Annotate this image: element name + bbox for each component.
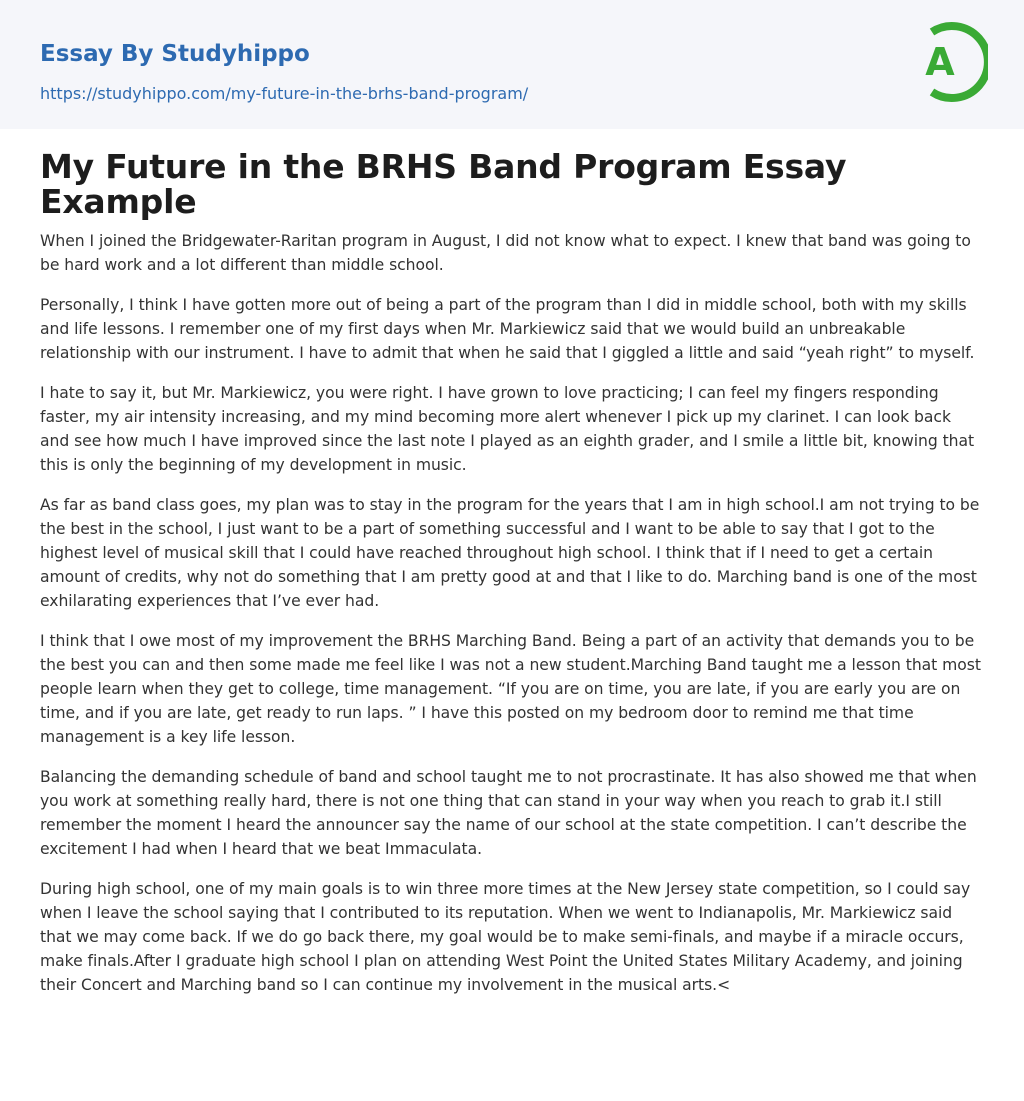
essay-url-link[interactable]: https://studyhippo.com/my-future-in-the-brhs-band-program/ xyxy=(40,84,529,103)
essay-paragraph: I hate to say it, but Mr. Markiewicz, you were right. I have grown to love practicing; I can feel my fingers responding faster, my air intensity increasing, and my mind becoming more alert whenever I pick up my clarinet. I can look back and see how much I have improved since the last note I played as an eighth grader, and I smile a little bit, knowing that this is only the beginning of my development in music. xyxy=(40,384,975,474)
article xyxy=(0,129,1024,997)
site-header xyxy=(0,0,1024,129)
essay-paragraph: During high school, one of my main goals is to win three more times at the New Jersey state competition, so I could say when I leave the school saying that I contributed to its reputation. When we went to Indianapolis, Mr. Markiewicz said that we may come back. If we do go back there, my goal would be to make semi-finals, and maybe if a miracle occurs, make finals.After I graduate high school I plan on attending West Point the United States Military Academy, and joining their Concert and Marching band so I can continue my involvement in the musical arts.< xyxy=(40,880,971,994)
site-brand[interactable]: Essay By Studyhippo xyxy=(40,41,310,67)
essay-paragraph: When I joined the Bridgewater-Raritan program in August, I did not know what to expect. I knew that band was going to be hard work and a lot different than middle school. xyxy=(40,232,971,274)
essay-paragraph: I think that I owe most of my improvement the BRHS Marching Band. Being a part of an activity that demands you to be the best you can and then some made me feel like I was not a new student.Marching Band taught me a lesson that most people learn when they get to college, time management. “If you are on time, you are late, if you are early you are on time, and if you are late, get ready to run laps. ” I have this posted on my bedroom door to remind me that time management is a key life lesson. xyxy=(40,632,981,746)
page-title: My Future in the BRHS Band Program Essay Example xyxy=(40,147,847,221)
essay-paragraph: As far as band class goes, my plan was to stay in the program for the years that I am in high school.I am not trying to be the best in the school, I just want to be a part of something successful and I want to be able to say that I got to the highest level of musical skill that I could have reached throughout high school. I think that if I need to get a certain amount of credits, why not do something that I am pretty good at and that I like to do. Marching band is one of the most exhilarating experiences that I’ve ever had. xyxy=(40,496,980,610)
essay-paragraph: Personally, I think I have gotten more out of being a part of the program than I did in middle school, both with my skills and life lessons. I remember one of my first days when Mr. Markiewicz said that we would build an unbreakable relationship with our instrument. I have to admit that when he said that I giggled a little and said “yeah right” to myself. xyxy=(40,296,975,362)
essay-paragraph: Balancing the demanding schedule of band and school taught me to not procrastinate. It has also showed me that when you work at something really hard, there is not one thing that can stand in your way when you reach to grab it.I still remember the moment I heard the announcer say the name of our school at the state competition. I can’t describe the excitement I had when I heard that we beat Immaculata. xyxy=(40,768,977,858)
studyhippo-logo-icon[interactable] xyxy=(912,19,988,105)
logo-letter: A xyxy=(925,40,955,84)
